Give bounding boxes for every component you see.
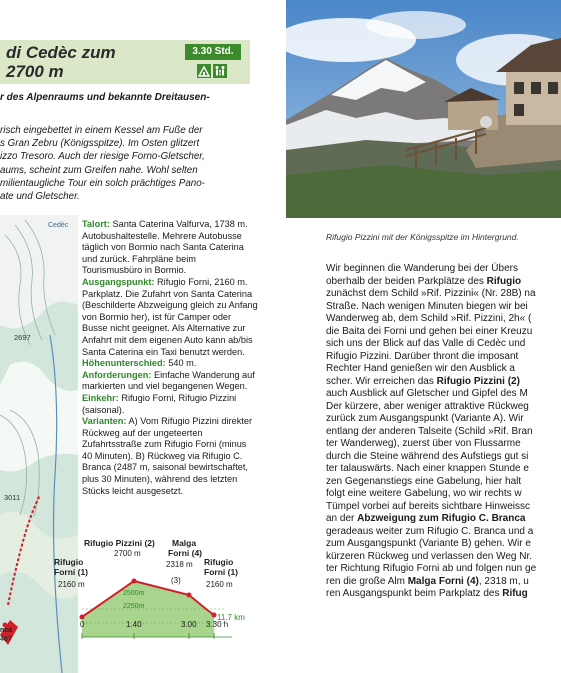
info-entry	[82, 277, 258, 358]
description-text: ren die große Alm	[326, 575, 408, 587]
description-text: ren Ausgangspunkt beim Parkplatz des	[326, 588, 503, 599]
intro-line: milientaugliche Tour ein solch prächtiges Pano-	[0, 177, 205, 189]
description-text: Wanderweg ab, dem Schild »Rif. Pizzini, 2h« (	[326, 313, 532, 324]
description-line	[326, 538, 561, 551]
description-text: Straße. Nach wenigen Minuten biegen wir bei	[326, 300, 528, 312]
description-text: Der kürzere, aber weniger attraktive Rückweg	[326, 400, 529, 412]
tour-info	[82, 219, 258, 497]
description-line	[326, 413, 561, 426]
description-line	[326, 501, 561, 514]
profile-point-alt-1: 2160 m	[58, 580, 85, 589]
description-text: ter talauswärts. Nach einer knappen Stunde e	[326, 463, 529, 474]
description-line	[326, 551, 561, 564]
profile-time-tick: 3.30 h	[206, 620, 229, 629]
description-line	[326, 488, 561, 501]
profile-time-tick: 0	[80, 620, 85, 629]
photo-caption: Rifugio Pizzini mit der Königsspitze im Hintergrund.	[326, 232, 519, 242]
description-line	[326, 276, 561, 289]
profile-point-alt-1b: 2160 m	[206, 580, 233, 589]
description-line	[326, 401, 561, 414]
description-text: geradeaus weiter zum Rifugio C. Branca und a	[326, 525, 534, 537]
info-text: Einfache Wanderung auf markierten und viel begangenen Wegen.	[82, 369, 255, 392]
description-line	[326, 576, 561, 589]
intro-paragraph	[0, 124, 258, 203]
map-place-label: nca	[0, 627, 13, 634]
description-line	[326, 288, 561, 301]
subtitle: r des Alpenraums und bekannte Dreitausen-	[0, 92, 210, 103]
description-bold: Malga Forni (4)	[407, 575, 479, 587]
description-line	[326, 351, 561, 364]
right-column	[286, 0, 561, 673]
tour-icons	[197, 64, 227, 78]
info-label: Ausgangspunkt:	[82, 276, 155, 287]
description-text: zunächst dem Schild »Rif. Pizzini« (Nr. 28B) na	[326, 288, 536, 299]
description-text: Rifugio Pizzini. Darüber thront die imposant	[326, 350, 519, 362]
route-description	[326, 263, 561, 601]
map-spot-height: 2697	[14, 333, 31, 342]
description-line	[326, 326, 561, 339]
description-text: durch die Steine während des Aufstiegs gut si	[326, 450, 529, 462]
description-line	[326, 563, 561, 576]
description-line	[326, 363, 561, 376]
description-text: oberhalb der beiden Parkplätze des	[326, 275, 487, 287]
info-label: Einkehr:	[82, 392, 119, 403]
info-text: 540 m.	[168, 358, 197, 369]
mountain-hut-icon	[197, 64, 211, 78]
description-text: entlang der anderen Talseite (Schild »Rif. Bran	[326, 425, 533, 437]
info-label: Anforderungen:	[82, 369, 152, 380]
map-place-height: 487	[0, 636, 12, 643]
description-line	[326, 513, 561, 526]
map-spot-height: 3011	[4, 493, 21, 502]
info-entry	[82, 358, 258, 370]
intro-line: ate und Gletscher.	[0, 191, 80, 203]
info-entry	[82, 393, 258, 416]
description-text: ter Richtung Rifugio Forni ab und folgen nun ge	[326, 563, 537, 574]
profile-point-label-2: Rifugio Pizzini (2)	[84, 538, 155, 548]
description-bold: Abzweigung zum Rifugio C. Branca	[357, 513, 526, 524]
description-text: auch Ausblick auf Gletscher und Gipfel des M	[326, 388, 528, 399]
profile-band-label: 2500m	[123, 590, 145, 597]
profile-point-3: (3)	[171, 576, 181, 585]
tour-title-line-1: di Cedèc zum	[6, 43, 116, 62]
profile-time-tick: 1.40	[126, 620, 142, 629]
profile-time-tick: 3.00	[181, 620, 197, 629]
description-text: zum Ausgangspunkt (Variante B) gehen. Wir e	[326, 538, 531, 549]
description-line	[326, 526, 561, 539]
duration-badge: 3.30 Std.	[185, 44, 241, 60]
description-text: , 2318 m, u	[478, 575, 529, 587]
info-label: Varianten:	[82, 416, 127, 427]
description-text: ter Wanderweg), zuerst über von Flussarme	[326, 438, 521, 449]
profile-point-label-4: Malga Forni (4)	[168, 538, 202, 558]
description-line	[326, 313, 561, 326]
description-text: an der	[326, 513, 358, 524]
profile-point-label-1b: Rifugio Forni (1)	[204, 557, 238, 577]
description-text: zen Gegenanstiegs eine Gabelung, hier halt	[326, 475, 522, 487]
description-text: zurück zum Ausgangspunkt (Variante A). Wir	[326, 413, 524, 424]
description-line	[326, 388, 561, 401]
profile-distance: 11.7 km	[217, 613, 245, 622]
tour-title	[6, 43, 186, 81]
map-label-cedec: Cedèc	[48, 222, 69, 229]
description-text: folgt eine weitere Gabelung, wo wir rechts w	[326, 488, 522, 499]
tour-title-line-2: 2700 m	[6, 62, 64, 81]
description-text: sich uns der Blick auf das Valle di Cedèc und	[326, 338, 526, 349]
description-text: die Baita dei Forni und gehen bei einer Kreuzu	[326, 325, 533, 337]
info-text: Rifugio Forni, 2160 m. Parkplatz. Die Zufahrt von Santa Caterina (Beschilderte Abzweigung gleich zu Anfang von Bormio her), ist für Camper oder Busse nicht geeignet. Als Alternative zur Anfahrt mit dem eigenen Auto kann ab/bis Santa Caterina ein Taxi benutzt werden.	[82, 276, 258, 357]
info-entry	[82, 416, 258, 497]
profile-point-alt-4: 2318 m	[166, 560, 193, 569]
description-bold: Rifugio	[486, 275, 522, 287]
intro-line: risch eingebettet in einem Kessel am Fuße der	[0, 125, 203, 136]
description-line	[326, 463, 561, 476]
description-line	[326, 338, 561, 351]
description-text: scher. Wir erreichen das	[326, 375, 437, 387]
info-text: Rifugio Forni, Rifugio Pizzini (saisonal).	[82, 392, 237, 415]
info-entry	[82, 219, 258, 277]
description-line	[326, 451, 561, 464]
family-icon	[213, 64, 227, 78]
description-bold: Rifugio Pizzini (2)	[436, 375, 520, 387]
rifugio-pizzini-photo	[286, 0, 561, 218]
description-text: Rechter Hand genießen wir den Ausblick a	[326, 363, 515, 374]
description-line	[326, 301, 561, 314]
description-text: kürzeren Rückweg und verlassen den Weg Nr.	[326, 550, 533, 562]
left-column	[0, 0, 258, 673]
description-line	[326, 476, 561, 489]
info-label: Höhenunterschied:	[82, 358, 166, 369]
elevation-profile	[54, 535, 258, 645]
info-text: Santa Caterina Valfurva, 1738 m. Autobushaltestelle. Mehrere Autobusse täglich von Bormio nach Santa Caterina und zurück. Fahrpläne beim Tourismusbüro in Bormio.	[82, 219, 248, 276]
description-text: Tümpel vorbei auf bereits sichtbare Hinweissc	[326, 500, 530, 512]
description-line	[326, 588, 561, 601]
description-line	[326, 426, 561, 439]
intro-line: aums, scheint zum Greifen nahe. Wohl selten	[0, 164, 198, 176]
info-label: Talort:	[82, 219, 110, 229]
profile-point-label-1: Rifugio Forni (1)	[54, 557, 88, 577]
profile-point-alt-2: 2700 m	[114, 549, 141, 558]
info-entry	[82, 370, 258, 393]
description-text: Wir beginnen die Wanderung bei der Übers	[326, 263, 518, 274]
intro-line: izzo Tresoro. Auch der riesige Forno-Gletscher,	[0, 151, 205, 163]
description-bold: Rifug	[502, 588, 528, 599]
description-line	[326, 376, 561, 389]
info-text: A) Vom Rifugio Pizzini direkter Rückweg auf der ungeteerten Zufahrtsstraße zum Rifugio Forni (minus 40 Minuten). B) Rückweg via Rifugio C. Branca (2487 m, saisonal bewirtschaftet, plus 30 Minuten), während des letzten Stücks leicht ausgesetzt.	[82, 416, 253, 496]
intro-line: s Gran Zebru (Königsspitze). Im Osten glitzert	[0, 138, 200, 150]
description-line	[326, 263, 561, 276]
profile-band-label: 2250m	[123, 603, 145, 610]
description-line	[326, 438, 561, 451]
